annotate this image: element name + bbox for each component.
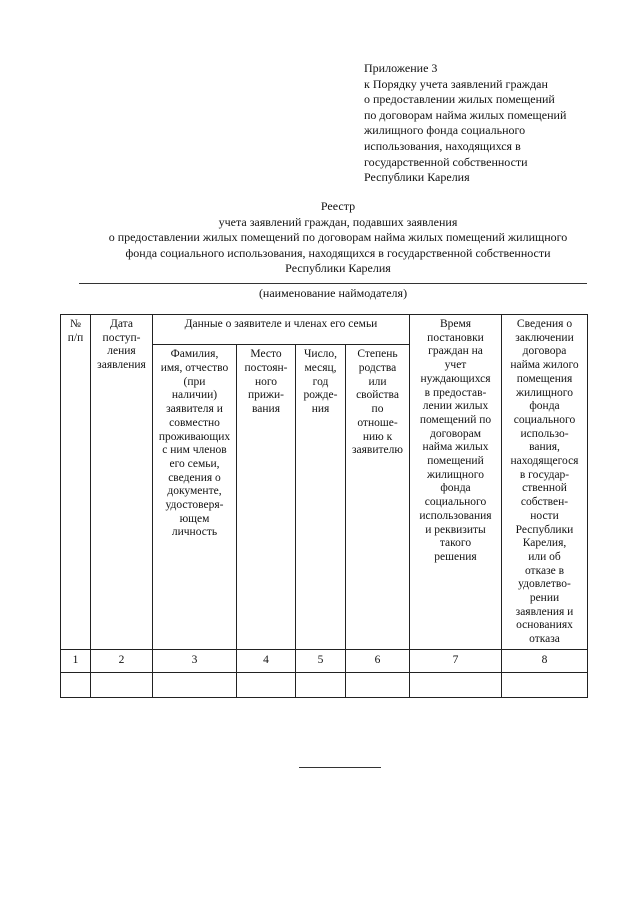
column-number: 2 [91, 649, 153, 672]
title-line: о предоставлении жилых помещений по договорам найма жилых помещений жилищного [108, 230, 568, 244]
title-line: учета заявлений граждан, подавших заявления [218, 214, 458, 229]
column-number: 3 [153, 649, 237, 672]
appendix-line: к Порядку учета заявлений граждан [364, 76, 548, 91]
title-line: Республики Карелия [285, 261, 391, 275]
title-line: фонда социального использования, находящихся в государственной собственности [125, 245, 551, 260]
header-birth-date: Число, месяц, год рожде- ния [296, 345, 346, 650]
column-number: 6 [346, 649, 410, 672]
empty-data-row [61, 672, 588, 697]
register-table [60, 314, 588, 698]
header-date: Дата поступ- ления заявления [91, 315, 153, 650]
column-number-row [61, 649, 588, 672]
header-registration-time: Время постановки граждан на учет нуждающихся в предостав- лении жилых помещений по договорам найма жилых помещений жилищного фонда социального использования и реквизиты такого решения [410, 315, 502, 650]
empty-cell [346, 672, 410, 697]
header-relation: Степень родства или свойства по отноше- нию к заявителю [346, 345, 410, 650]
header-num: № п/п [61, 315, 91, 650]
empty-cell [91, 672, 153, 697]
column-number: 7 [410, 649, 502, 672]
header-residence: Место постоян- ного прижи- вания [237, 345, 296, 650]
empty-cell [153, 672, 237, 697]
landlord-name-line [79, 283, 587, 284]
header-contract-info: Сведения о заключении договора найма жилого помещения жилищного фонда социального использо- вания, находящегося в государ- ственной собствен- ности Республики Карелия, или об отказе в удовлетво- рении заявления и основаниях отказа [502, 315, 588, 650]
table-header-row [61, 315, 588, 345]
empty-cell [296, 672, 346, 697]
title-line: Реестр [320, 199, 356, 213]
column-number: 4 [237, 649, 296, 672]
appendix-line: Республики Карелия [364, 170, 470, 185]
empty-cell [502, 672, 588, 697]
appendix-line: государственной собственности [364, 154, 528, 169]
empty-cell [237, 672, 296, 697]
appendix-note [364, 61, 604, 186]
empty-cell [61, 672, 91, 697]
empty-cell [410, 672, 502, 697]
appendix-line: использования, находящихся в [364, 138, 521, 153]
document-title [60, 199, 616, 277]
appendix-line: жилищного фонда социального [364, 123, 526, 138]
column-number: 1 [61, 649, 91, 672]
appendix-line: Приложение 3 [364, 61, 438, 75]
end-of-document-line [299, 767, 381, 768]
column-number: 8 [502, 649, 588, 672]
appendix-line: о предоставлении жилых помещений [364, 92, 555, 107]
appendix-line: по договорам найма жилых помещений [364, 107, 567, 122]
header-name: Фамилия, имя, отчество (при наличии) заявителя и совместно проживающих с ним членов его семьи, сведения о документе, удостоверя- ющем личность [153, 345, 237, 650]
landlord-caption: (наименование наймодателя) [258, 286, 408, 300]
header-applicant-group: Данные о заявителе и членах его семьи [153, 315, 410, 345]
column-number: 5 [296, 649, 346, 672]
